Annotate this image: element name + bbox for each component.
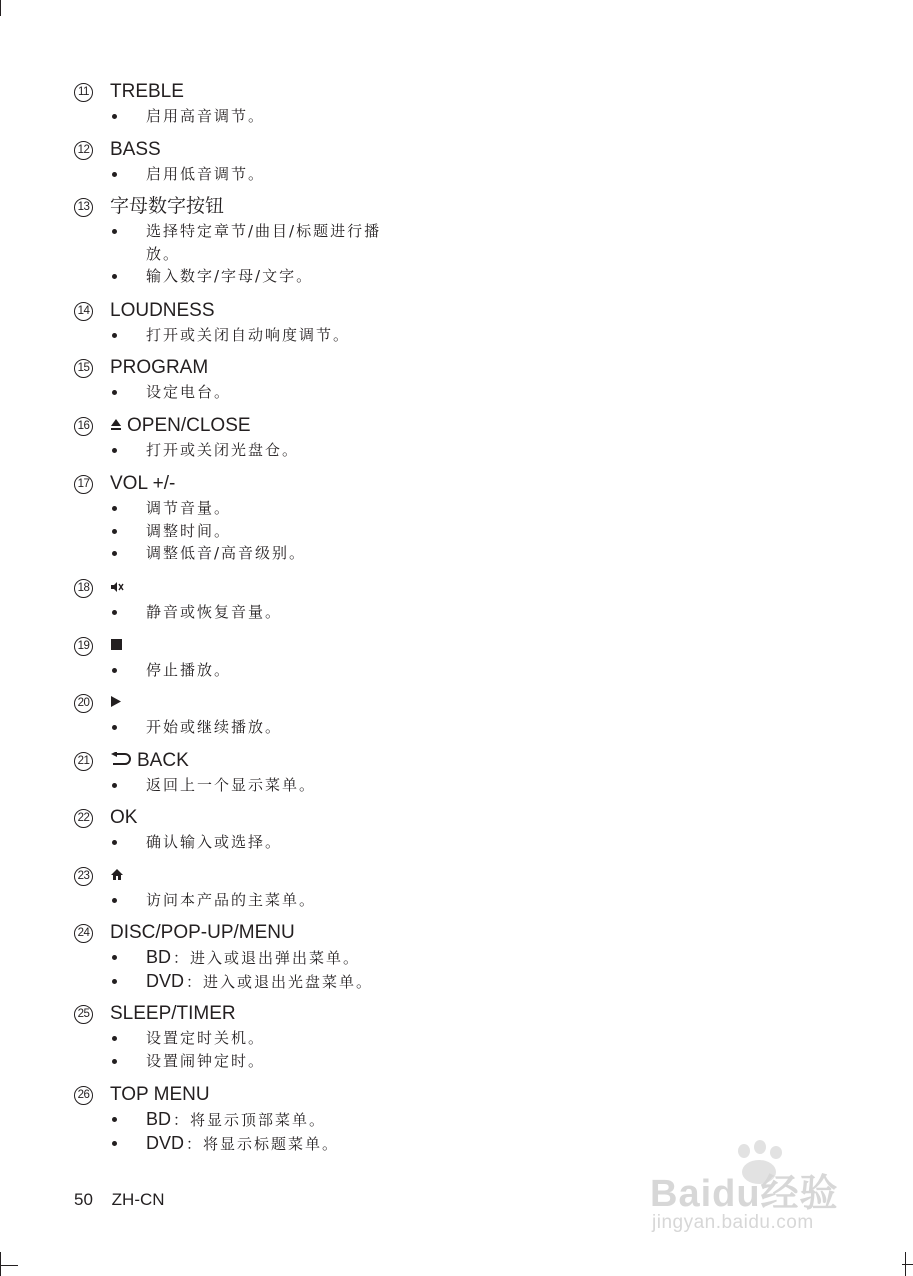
control-title-text: VOL +/- [110, 473, 176, 494]
description-text: 访问本产品的主菜单。 [146, 891, 317, 909]
description-text: 调整低音/高音级别。 [146, 544, 307, 562]
crop-mark [0, 1252, 1, 1276]
control-title-text: PROGRAM [110, 357, 209, 378]
bullet-dot [112, 610, 117, 615]
control-title-text: DISC/POP-UP/MENU [110, 922, 295, 943]
callout-number: 26 [74, 1086, 93, 1105]
language-code: ZH-CN [111, 1190, 165, 1209]
callout-number: 19 [74, 637, 93, 656]
bullet-dot [112, 529, 117, 534]
bullet-dot [112, 1117, 117, 1122]
disc-type-label: BD [146, 1109, 172, 1129]
control-title-text: BASS [110, 139, 161, 160]
description-text: 设置闹钟定时。 [146, 1051, 266, 1070]
description-text: ：进入或退出光盘菜单。 [186, 972, 374, 991]
description-list [110, 716, 282, 739]
description-item [110, 439, 299, 462]
control-title [110, 473, 175, 495]
description-text: 确认输入或选择。 [146, 833, 283, 851]
control-title-text: BACK [137, 750, 189, 771]
bullet-dot [112, 333, 117, 338]
bullet-dot [112, 390, 117, 395]
control-title [110, 357, 208, 379]
control-title [110, 415, 251, 437]
description-item [110, 381, 231, 404]
description-item [110, 163, 265, 186]
description-item [110, 1027, 265, 1050]
description-list [110, 1108, 339, 1155]
control-title-text: SLEEP/TIMER [110, 1003, 236, 1024]
control-title [110, 300, 215, 322]
watermark-logo: Baidu经验 [650, 1173, 839, 1215]
stop-icon [110, 635, 123, 657]
bullet-dot [112, 840, 117, 845]
control-title-text: OPEN/CLOSE [127, 415, 251, 436]
description-item [110, 659, 231, 682]
description-text: 打开或关闭光盘仓。 [146, 441, 300, 459]
home-icon [110, 865, 124, 887]
eject-icon [110, 415, 122, 437]
disc-type-label: DVD [146, 970, 185, 991]
description-text: 放。 [146, 244, 181, 263]
bullet-dot [112, 274, 117, 279]
callout-number: 11 [74, 83, 93, 102]
control-title [110, 750, 189, 772]
bullet-dot [112, 725, 117, 730]
description-item [110, 970, 373, 994]
description-text: ：将显示顶部菜单。 [173, 1111, 327, 1129]
bullet-dot [112, 1036, 117, 1041]
mute-icon [110, 577, 124, 599]
description-item [110, 1132, 339, 1156]
description-item [110, 265, 381, 288]
watermark-url: jingyan.baidu.com [652, 1212, 814, 1233]
control-title-text: LOUDNESS [110, 300, 215, 321]
description-item [110, 520, 306, 543]
description-item [110, 716, 282, 739]
control-title [110, 196, 224, 218]
crop-mark [0, 1265, 18, 1266]
bullet-dot [112, 551, 117, 556]
bullet-dot [112, 898, 117, 903]
description-list [110, 659, 231, 682]
control-title [110, 1084, 210, 1106]
description-text: 启用低音调节。 [146, 165, 266, 183]
play-icon [110, 692, 122, 714]
back-arrow-icon [110, 750, 132, 772]
description-text: 选择特定章节/曲目/标题进行播 [146, 222, 382, 240]
bullet-dot [112, 979, 117, 984]
disc-type-label: BD [146, 947, 172, 967]
description-item [110, 324, 350, 347]
description-list [110, 601, 282, 624]
control-title-text: TOP MENU [110, 1084, 210, 1105]
control-title [110, 577, 129, 599]
callout-number: 24 [74, 924, 93, 943]
callout-number: 15 [74, 359, 93, 378]
description-text: ：进入或退出弹出菜单。 [173, 949, 361, 967]
control-title [110, 139, 161, 161]
description-text: 停止播放。 [146, 661, 232, 679]
description-text: 输入数字/字母/文字。 [146, 267, 314, 285]
description-text: 调整时间。 [146, 521, 232, 540]
crop-mark [905, 1252, 906, 1276]
bullet-dot [112, 783, 117, 788]
description-text: 调节音量。 [146, 499, 232, 517]
control-title [110, 922, 295, 944]
description-item [110, 1108, 339, 1132]
bullet-dot [112, 229, 117, 234]
control-title [110, 807, 137, 829]
description-item [110, 220, 381, 243]
bullet-dot [112, 448, 117, 453]
callout-number: 22 [74, 809, 93, 828]
description-item [110, 774, 316, 797]
description-text: 打开或关闭自动响度调节。 [146, 326, 351, 344]
callout-number: 21 [74, 752, 93, 771]
description-list [110, 831, 282, 854]
description-list [110, 946, 373, 993]
description-list [110, 439, 299, 462]
control-title-text: 字母数字按钮 [110, 196, 225, 217]
description-list [110, 163, 265, 186]
callout-number: 20 [74, 694, 93, 713]
bullet-dot [112, 668, 117, 673]
disc-type-label: DVD [146, 1132, 185, 1153]
crop-mark [0, 0, 1, 16]
description-text: 设置定时关机。 [146, 1029, 266, 1047]
callout-number: 25 [74, 1005, 93, 1024]
callout-number: 18 [74, 579, 93, 598]
callout-number: 17 [74, 475, 93, 494]
description-item [110, 946, 373, 970]
description-list [110, 381, 231, 404]
page-number: 50 [74, 1190, 93, 1209]
control-title [110, 81, 184, 103]
description-item [110, 497, 306, 520]
description-item [110, 243, 381, 266]
baidu-watermark [650, 1140, 870, 1250]
description-text: 设定电台。 [146, 383, 232, 401]
bullet-dot [112, 114, 117, 119]
page-footer [74, 1190, 165, 1210]
description-list [110, 774, 316, 797]
description-text: ：将显示标题菜单。 [186, 1134, 340, 1153]
bullet-dot [112, 506, 117, 511]
bullet-dot [112, 955, 117, 960]
control-title [110, 865, 129, 887]
bullet-dot [112, 172, 117, 177]
callout-number: 14 [74, 302, 93, 321]
description-list [110, 324, 350, 347]
description-list [110, 1027, 265, 1072]
description-item [110, 601, 282, 624]
description-item [110, 889, 316, 912]
crop-mark [902, 1264, 913, 1265]
description-text: 启用高音调节。 [146, 107, 266, 125]
description-item [110, 1050, 265, 1073]
control-title-text: TREBLE [110, 81, 184, 102]
description-item [110, 831, 282, 854]
description-text: 静音或恢复音量。 [146, 603, 283, 621]
description-list [110, 889, 316, 912]
callout-number: 13 [74, 198, 93, 217]
callout-number: 23 [74, 867, 93, 886]
control-title [110, 1003, 236, 1025]
description-item [110, 105, 265, 128]
control-title [110, 635, 128, 657]
description-list [110, 105, 265, 128]
callout-number: 16 [74, 417, 93, 436]
description-list [110, 220, 381, 288]
control-title-text: OK [110, 807, 138, 828]
bullet-dot [112, 1141, 117, 1146]
control-title [110, 692, 127, 714]
callout-number: 12 [74, 141, 93, 160]
bullet-dot [112, 1059, 117, 1064]
description-item [110, 542, 306, 565]
description-text: 返回上一个显示菜单。 [146, 776, 317, 794]
description-text: 开始或继续播放。 [146, 718, 283, 736]
description-list [110, 497, 306, 565]
